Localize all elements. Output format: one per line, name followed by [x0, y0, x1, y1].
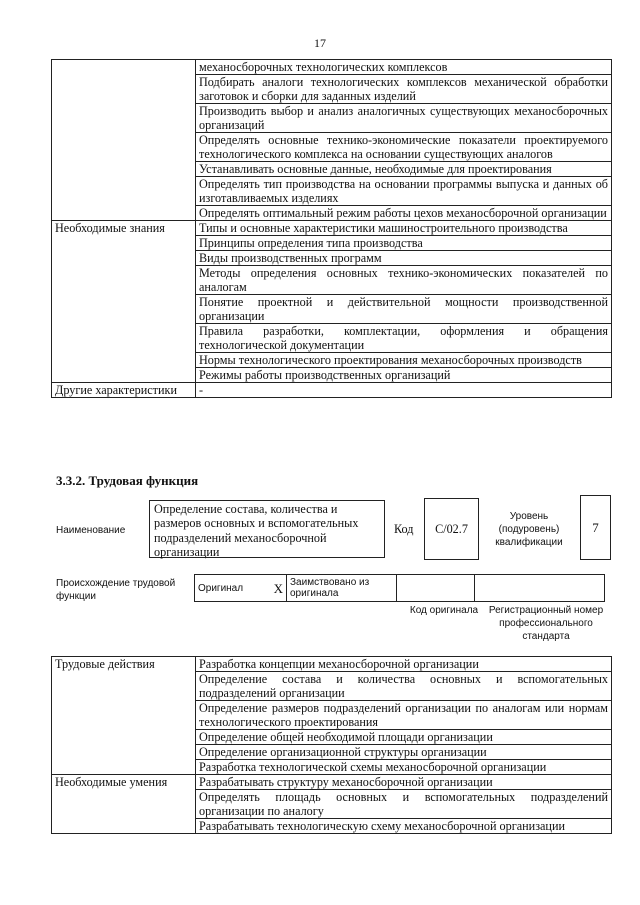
row-label-actions: Трудовые действия	[52, 657, 196, 775]
table-cell: Определение состава и количества основных и вспомогательных подразделений организации	[196, 672, 612, 701]
origin-table	[194, 574, 605, 602]
table-cell: Производить выбор и анализ аналогичных существующих механосборочных организаций	[196, 104, 612, 133]
table-cell: Принципы определения типа производства	[196, 236, 612, 251]
reg-number-caption: Регистрационный номер профессионального стандарта	[488, 605, 604, 642]
table-cell: Определение организационной структуры организации	[196, 745, 612, 760]
actions-table	[51, 656, 612, 834]
name-label: Наименование	[56, 525, 126, 536]
section-heading: 3.3.2. Трудовая функция	[56, 473, 199, 488]
row-label-other: Другие характеристики	[52, 383, 196, 398]
table-cell: Разработка технологической схемы механосборочной организации	[196, 760, 612, 775]
table-row	[52, 60, 612, 75]
table-cell: Типы и основные характеристики машиностроительного производства	[196, 221, 612, 236]
origin-cell	[195, 575, 287, 602]
reg-number-cell	[475, 575, 605, 602]
table-cell: Определять тип производства на основании программы выпуска и данных об изготавливаемых изделиях	[196, 177, 612, 206]
table-cell: Разрабатывать технологическую схему механосборочной организации	[196, 819, 612, 834]
table-row	[52, 657, 612, 672]
row-label	[52, 60, 196, 221]
code-original-cell	[397, 575, 475, 602]
code-label: Код	[394, 522, 414, 536]
qualification-level-box: 7	[580, 495, 611, 560]
origin-label: Происхождение трудовой функции	[56, 578, 176, 602]
table-cell: Разрабатывать структуру механосборочной организации	[196, 775, 612, 790]
table-cell: Определять площадь основных и вспомогательных подразделений организации по аналогу	[196, 790, 612, 819]
code-original-caption: Код оригинала	[409, 605, 479, 616]
table-cell: Виды производственных программ	[196, 251, 612, 266]
function-code-box: С/02.7	[424, 498, 479, 560]
borrowed-cell: Заимствовано из оригинала	[287, 575, 397, 602]
table-cell: Определение размеров подразделений организации по аналогам или нормам технологического проектирования	[196, 701, 612, 730]
table-cell: Определение общей необходимой площади организации	[196, 730, 612, 745]
row-label-knowledge: Необходимые знания	[52, 221, 196, 383]
table-row	[52, 775, 612, 790]
table-cell: -	[196, 383, 612, 398]
table-cell: Определять оптимальный режим работы цехов механосборочной организации	[196, 206, 612, 221]
row-label-skills: Необходимые умения	[52, 775, 196, 834]
table-cell: механосборочных технологических комплексов	[196, 60, 612, 75]
table-row	[195, 575, 605, 602]
original-label: Оригинал	[198, 582, 244, 594]
table-cell: Подбирать аналоги технологических комплексов механической обработки заготовок и сборки для заданных изделий	[196, 75, 612, 104]
original-mark: X	[273, 580, 283, 596]
table-cell: Разработка концепции механосборочной организации	[196, 657, 612, 672]
function-name-box: Определение состава, количества и размеров основных и вспомогательных подразделений механосборочной организации	[149, 500, 385, 558]
table-cell: Режимы работы производственных организаций	[196, 368, 612, 383]
table-row	[52, 383, 612, 398]
table-cell: Методы определения основных технико-экономических показателей по аналогам	[196, 266, 612, 295]
level-label: Уровень (подуровень) квалификации	[495, 511, 563, 548]
table-row	[52, 221, 612, 236]
table-cell: Нормы технологического проектирования механосборочных производств	[196, 353, 612, 368]
page-number: 17	[314, 36, 326, 50]
table-cell: Правила разработки, комплектации, оформления и обращения технологической документации	[196, 324, 612, 353]
table-cell: Определять основные технико-экономические показатели проектируемого технологического комплекса на основании существующих аналогов	[196, 133, 612, 162]
table-cell: Устанавливать основные данные, необходимые для проектирования	[196, 162, 612, 177]
knowledge-table	[51, 59, 612, 398]
table-cell: Понятие проектной и действительной мощности производственной организации	[196, 295, 612, 324]
